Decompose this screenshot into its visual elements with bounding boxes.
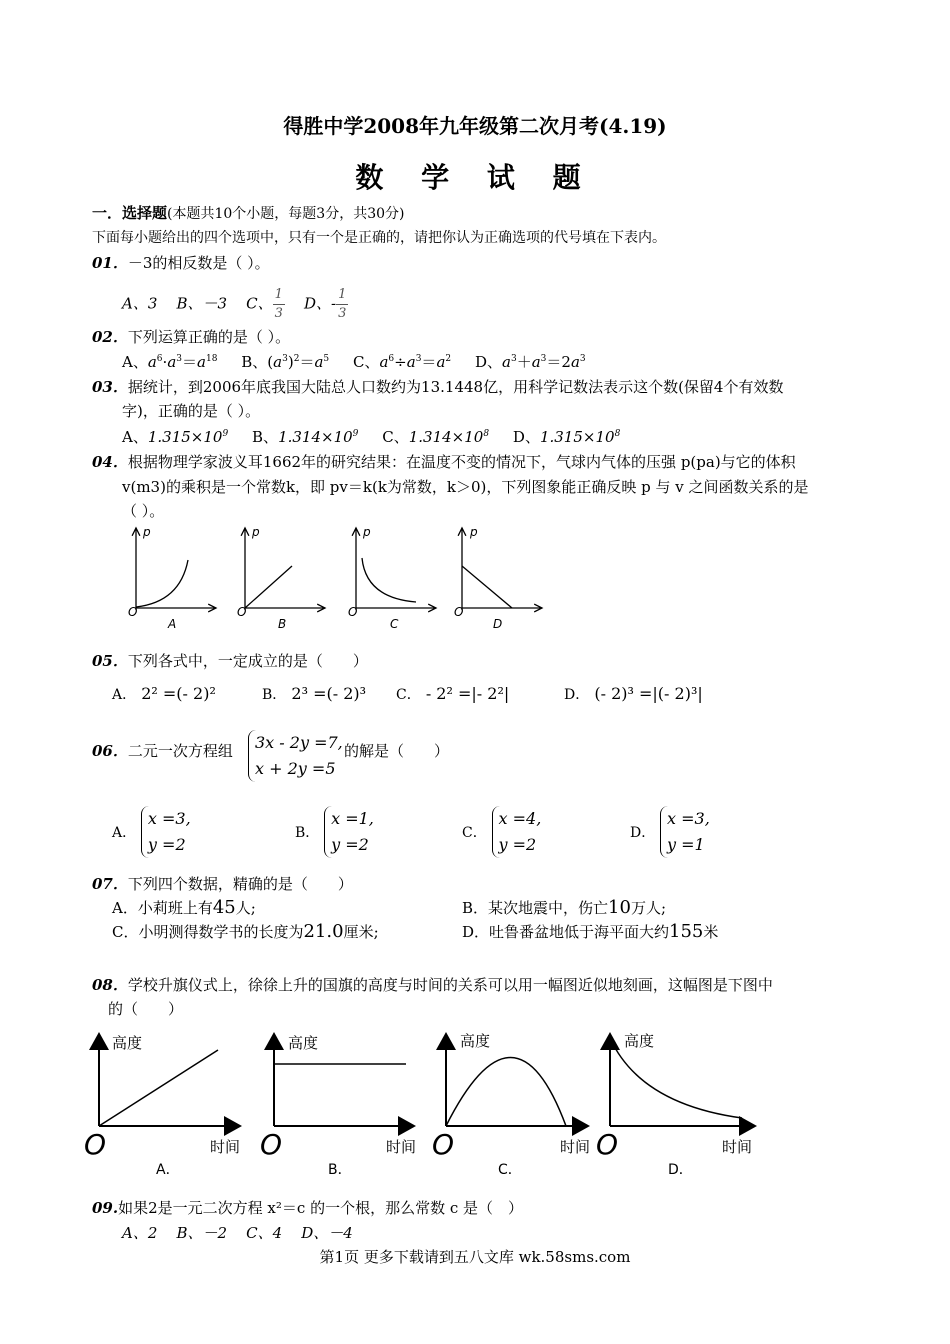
question-number: 08． <box>92 976 128 994</box>
q08-graph-d <box>596 1032 755 1178</box>
svg-text:高度: 高度 <box>112 1034 143 1052</box>
curve-rise-fall <box>446 1058 566 1127</box>
svg-text:B: B <box>278 617 287 631</box>
q04-graph-c <box>348 525 436 631</box>
svg-text:O: O <box>596 1128 619 1161</box>
question-stem: 下列四个数据，精确的是（ ） <box>127 875 353 893</box>
question-09-options <box>122 1222 353 1243</box>
q08-graph-b <box>260 1034 416 1178</box>
section1-note: (本题共10个小题，每题3分，共30分) <box>167 206 405 222</box>
question-number: 01． <box>92 254 128 272</box>
curve-inverse <box>362 558 416 602</box>
section1-instruction: 下面每小题给出的四个选项中，只有一个是正确的，请把你认为正确选项的代号填在下表内。 <box>92 230 666 246</box>
svg-text:O: O <box>84 1128 107 1161</box>
question-stem: 如果2是一元二次方程 x²＝c 的一个根，那么常数 c 是（ ） <box>118 1199 524 1217</box>
fraction-one-third: $\frac{1}{3}$ <box>338 287 347 321</box>
svg-text:p: p <box>363 525 371 539</box>
question-05-option-b: B． 2³ =(- 2)³ <box>262 684 367 703</box>
option-b: B、－3 <box>176 294 228 313</box>
svg-text:O: O <box>432 1128 455 1161</box>
option-a: A、2 <box>122 1224 158 1242</box>
question-stem: 下列各式中，一定成立的是（ ） <box>127 652 368 670</box>
exam-school-title: 得胜中学2008年九年级第二次月考(4.19) <box>283 114 667 138</box>
question-06-stem-tail: 的解是（ ） <box>344 742 450 760</box>
question-number: 06． <box>92 742 128 760</box>
question-08 <box>92 974 773 995</box>
expression: (- 2)³ =|(- 2)³| <box>594 684 703 703</box>
exam-subject-title: 数 学 试 题 <box>355 161 595 194</box>
option-a: A、$1.315\times 10^9$ <box>122 428 229 446</box>
option-c: C、 <box>246 294 273 313</box>
question-04-stem-line3: （ ）。 <box>122 502 165 520</box>
svg-text:高度: 高度 <box>288 1034 319 1052</box>
option-b: B、$(a^3)^2=a^5$ <box>241 353 330 371</box>
question-02 <box>92 326 290 347</box>
option-b: B、$1.314\times 10^9$ <box>252 428 359 446</box>
question-stem: －3的相反数是（ ）。 <box>127 254 270 272</box>
option-b: B、－2 <box>176 1224 228 1242</box>
question-stem: 学校升旗仪式上，徐徐上升的国旗的高度与时间的关系可以用一幅图近似地刻画，这幅图是下图中 <box>127 976 773 994</box>
line-decreasing <box>462 566 512 608</box>
option-d: D、$a^3+a^3=2a^3$ <box>474 353 586 371</box>
svg-text:C．: C． <box>498 1162 522 1178</box>
question-07-option-a: A．小莉班上有45人; <box>112 897 256 918</box>
q08-graphs <box>80 1024 770 1184</box>
q04-graph-a <box>128 525 216 631</box>
question-number: 04． <box>92 453 128 471</box>
svg-text:A: A <box>168 617 177 631</box>
line-increasing <box>99 1050 218 1126</box>
question-stem: 下列运算正确的是（ ）。 <box>127 328 291 346</box>
question-07 <box>92 873 353 894</box>
question-06-option-d: D． x =3, y =1 <box>630 806 710 858</box>
svg-text:O: O <box>128 605 138 619</box>
q04-graphs <box>110 522 560 634</box>
page-footer: 第1页 更多下载请到五八文库 wk.58sms.com <box>319 1248 631 1266</box>
question-07-option-d: D．吐鲁番盆地低于海平面大约155米 <box>462 921 719 942</box>
fraction-one-third: $\frac{1}{3}$ <box>274 287 283 321</box>
question-stem: 二元一次方程组 <box>127 742 233 760</box>
question-number: 02． <box>92 328 128 346</box>
question-05-option-c: C． - 2² =|- 2²| <box>396 684 510 703</box>
option-a: A、3 <box>122 294 158 313</box>
question-03-options <box>122 426 620 447</box>
question-05 <box>92 650 368 671</box>
svg-text:时间: 时间 <box>722 1138 753 1156</box>
svg-text:p: p <box>252 525 260 539</box>
question-08-stem-line2: 的（ ） <box>108 1000 184 1018</box>
svg-text:p: p <box>470 525 478 539</box>
svg-text:O: O <box>237 605 247 619</box>
question-02-options <box>122 351 586 372</box>
svg-text:时间: 时间 <box>560 1138 591 1156</box>
svg-text:O: O <box>348 605 358 619</box>
question-04 <box>92 451 796 472</box>
expression: - 2² =|- 2²| <box>425 684 510 703</box>
option-c: C、4 <box>246 1224 283 1242</box>
question-number: 05． <box>92 652 128 670</box>
question-number: 03． <box>92 378 128 396</box>
question-06 <box>92 740 233 761</box>
question-number: 09. <box>92 1199 119 1217</box>
question-stem: 据统计，到2006年底我国大陆总人口数约为13.1448亿，用科学记数法表示这个数(保留4个有效数 <box>127 378 784 396</box>
curve-decreasing <box>610 1038 742 1118</box>
equation-system: 3x - 2y =7, x + 2y =5 <box>248 730 343 782</box>
section1-heading <box>92 202 404 223</box>
question-number: 07． <box>92 875 128 893</box>
question-01 <box>92 252 270 273</box>
expression: 2³ =(- 2)³ <box>291 684 367 703</box>
question-06-option-c: C． x =4, y =2 <box>462 806 541 858</box>
option-d: D、$1.315\times 10^8$ <box>512 428 621 446</box>
option-c: C、$1.314\times 10^8$ <box>382 428 490 446</box>
svg-text:O: O <box>454 605 464 619</box>
option-d: D、- <box>303 294 337 313</box>
option-a: A、$a^6\cdot a^3=a^{18}$ <box>122 353 218 371</box>
question-07-option-c: C．小明测得数学书的长度为21.0厘米; <box>112 921 379 942</box>
line-proportional <box>245 566 292 608</box>
svg-text:D: D <box>493 617 503 631</box>
svg-text:p: p <box>143 525 151 539</box>
q08-graph-c <box>432 1032 590 1178</box>
q04-graph-b <box>237 525 325 631</box>
question-01-options <box>122 286 348 323</box>
svg-text:时间: 时间 <box>386 1138 417 1156</box>
q04-graph-d <box>454 525 542 631</box>
svg-text:时间: 时间 <box>210 1138 241 1156</box>
question-07-option-b: B．某次地震中，伤亡10万人; <box>462 897 666 918</box>
question-stem: 根据物理学家波义耳1662年的研究结果：在温度不变的情况下，气球内气体的压强 p(pa)与它的体积 <box>127 453 796 471</box>
svg-text:B．: B． <box>328 1162 352 1178</box>
svg-text:D．: D． <box>668 1162 693 1178</box>
q08-graph-a <box>84 1034 240 1178</box>
expression: 2² =(- 2)² <box>141 684 216 703</box>
question-05-option-a: A． 2² =(- 2)² <box>112 684 216 703</box>
question-04-stem-line2: v(m3)的乘积是一个常数k，即 pv＝k(k为常数，k＞0)，下列图象能正确反映 p 与 v 之间函数关系的是 <box>122 478 809 496</box>
option-c: C、$a^6\div a^3=a^2$ <box>352 353 452 371</box>
svg-text:O: O <box>260 1128 283 1161</box>
question-06-option-b: B． x =1, y =2 <box>295 806 374 858</box>
section1-label: 一．选择题 <box>92 204 168 222</box>
svg-text:C: C <box>390 617 399 631</box>
question-03-stem-line2: 字)，正确的是（ ）。 <box>122 402 261 420</box>
curve-increasing <box>136 560 188 607</box>
question-05-option-d: D． (- 2)³ =|(- 2)³| <box>564 684 703 703</box>
svg-text:A．: A． <box>156 1162 180 1178</box>
question-09 <box>92 1197 523 1218</box>
svg-text:高度: 高度 <box>624 1032 655 1050</box>
option-d: D、－4 <box>301 1224 353 1242</box>
question-06-option-a: A． x =3, y =2 <box>112 806 191 858</box>
question-03 <box>92 376 783 397</box>
svg-text:高度: 高度 <box>460 1032 491 1050</box>
